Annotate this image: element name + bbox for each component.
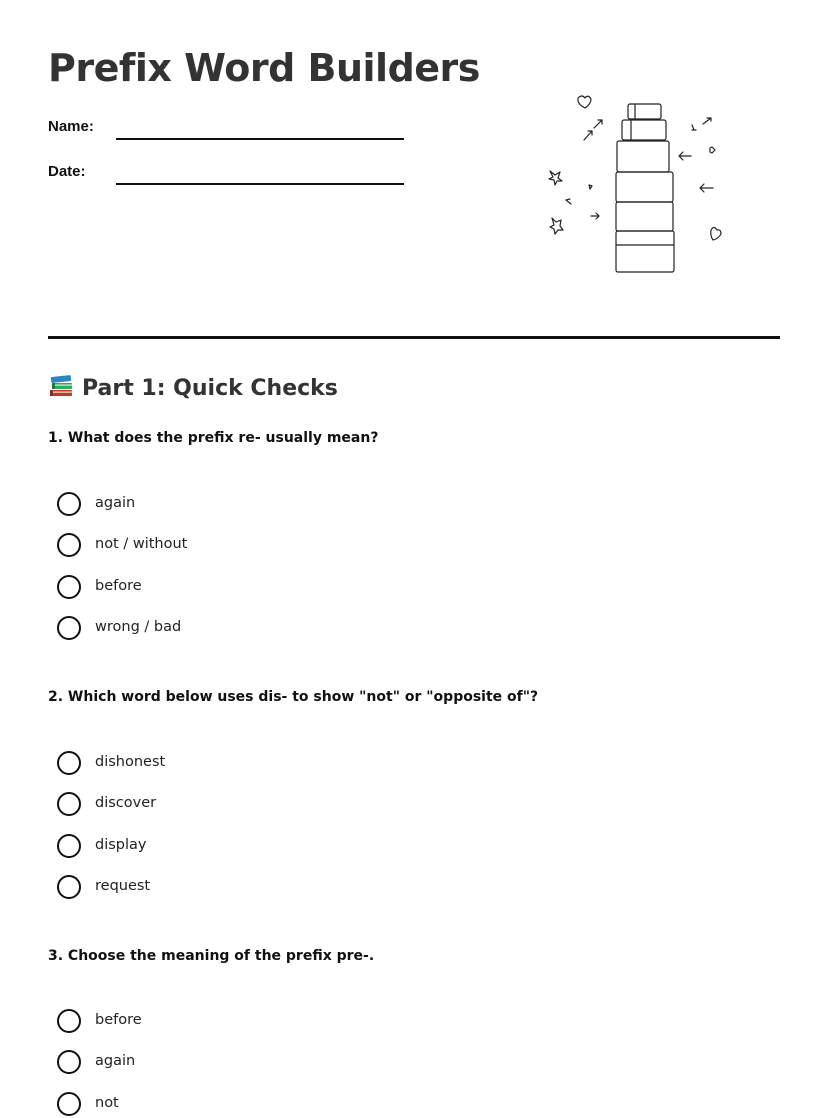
q2-option-4[interactable] [57,875,457,901]
q3-option-1[interactable] [57,1009,457,1035]
q1-option-4[interactable] [57,616,457,642]
radio-button[interactable] [57,792,81,816]
option-label: request [95,878,151,894]
date-label: Date: [48,163,86,180]
radio-button[interactable] [57,875,81,899]
option-label: discover [95,795,157,811]
q2-option-2[interactable] [57,792,457,818]
radio-button[interactable] [57,1050,81,1074]
option-label: before [95,578,142,594]
q1-option-2[interactable] [57,533,457,559]
q3-option-3[interactable] [57,1092,457,1118]
question-1: 1. What does the prefix re- usually mean? [48,430,379,446]
q2-option-1[interactable] [57,751,457,777]
block-tower-illustration [538,88,728,280]
q1-option-3[interactable] [57,575,457,601]
part1-heading [48,373,338,401]
radio-button[interactable] [57,616,81,640]
option-label: not / without [95,536,188,552]
name-label: Name: [48,118,94,135]
option-label: wrong / bad [95,619,182,635]
radio-button[interactable] [57,1009,81,1033]
radio-button[interactable] [57,533,81,557]
worksheet-title: Prefix Word Builders [48,46,480,90]
option-label: not [95,1095,119,1111]
date-field[interactable] [48,163,408,189]
date-line[interactable] [116,183,404,185]
option-label: again [95,495,136,511]
q3-option-2[interactable] [57,1050,457,1076]
radio-button[interactable] [57,1092,81,1116]
option-label: dishonest [95,754,166,770]
radio-button[interactable] [57,751,81,775]
option-label: display [95,837,147,853]
part1-heading-text: Part 1: Quick Checks [82,376,338,401]
radio-button[interactable] [57,834,81,858]
q2-option-3[interactable] [57,834,457,860]
question-3: 3. Choose the meaning of the prefix pre-. [48,948,375,964]
q1-option-1[interactable] [57,492,457,518]
question-2: 2. Which word below uses dis- to show "not" or "opposite of"? [48,689,539,705]
option-label: again [95,1053,136,1069]
option-label: before [95,1012,142,1028]
section-divider [48,336,780,339]
name-line[interactable] [116,138,404,140]
radio-button[interactable] [57,575,81,599]
name-field[interactable] [48,118,408,144]
radio-button[interactable] [57,492,81,516]
books-icon [48,373,74,399]
